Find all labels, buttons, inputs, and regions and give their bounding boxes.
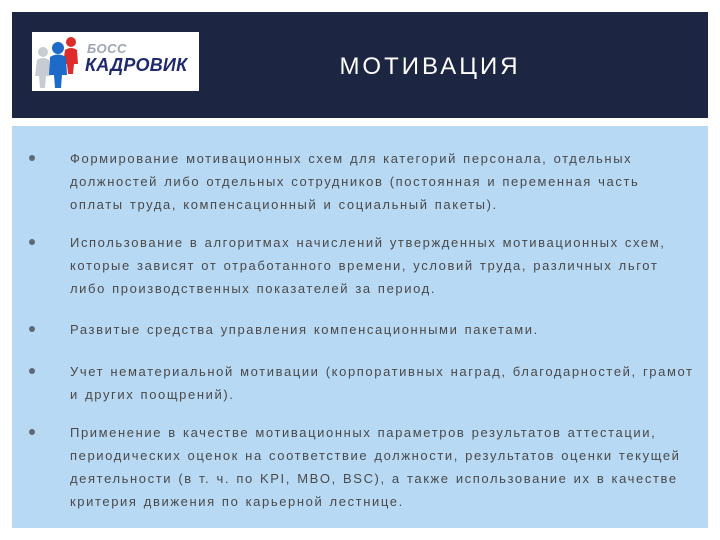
- logo-text-top: БОСС: [87, 41, 127, 56]
- list-item-text: Использование в алгоритмах начислений утвержденных мотивационных схем, которые зависят от отработанного времени, условий труда, различных льгот либо производственных показателей за период.: [70, 235, 666, 296]
- title-bar: [12, 12, 708, 118]
- list-item-text: Учет нематериальной мотивации (корпоративных наград, благодарностей, грамот и других поощрений).: [70, 364, 694, 402]
- list-item-text: Развитые средства управления компенсационными пакетами.: [70, 322, 539, 337]
- bullet-dot-icon: [29, 326, 35, 332]
- list-item-text: Применение в качестве мотивационных параметров результатов аттестации, периодических оценок на соответствие должности, результатов оценки текущей деятельности (в т. ч. по KPI, MBO, BSC), а также использование их в качестве критерия движения по карьерной лестнице.: [70, 425, 681, 509]
- list-item-text: Формирование мотивационных схем для категорий персонала, отдельных должностей либо отдельных сотрудников (постоянная и переменная часть оплаты труда, компенсационный и социальный пакеты).: [70, 151, 640, 212]
- bullet-dot-icon: [29, 429, 35, 435]
- bullet-dot-icon: [29, 239, 35, 245]
- company-logo: [32, 32, 199, 91]
- content-panel: [12, 126, 708, 528]
- bullet-dot-icon: [29, 155, 35, 161]
- logo-text-main: КАДРОВИК: [85, 55, 188, 75]
- bullet-dot-icon: [29, 368, 35, 374]
- page-title: МОТИВАЦИЯ: [339, 53, 521, 80]
- people-figures-icon: [34, 34, 88, 90]
